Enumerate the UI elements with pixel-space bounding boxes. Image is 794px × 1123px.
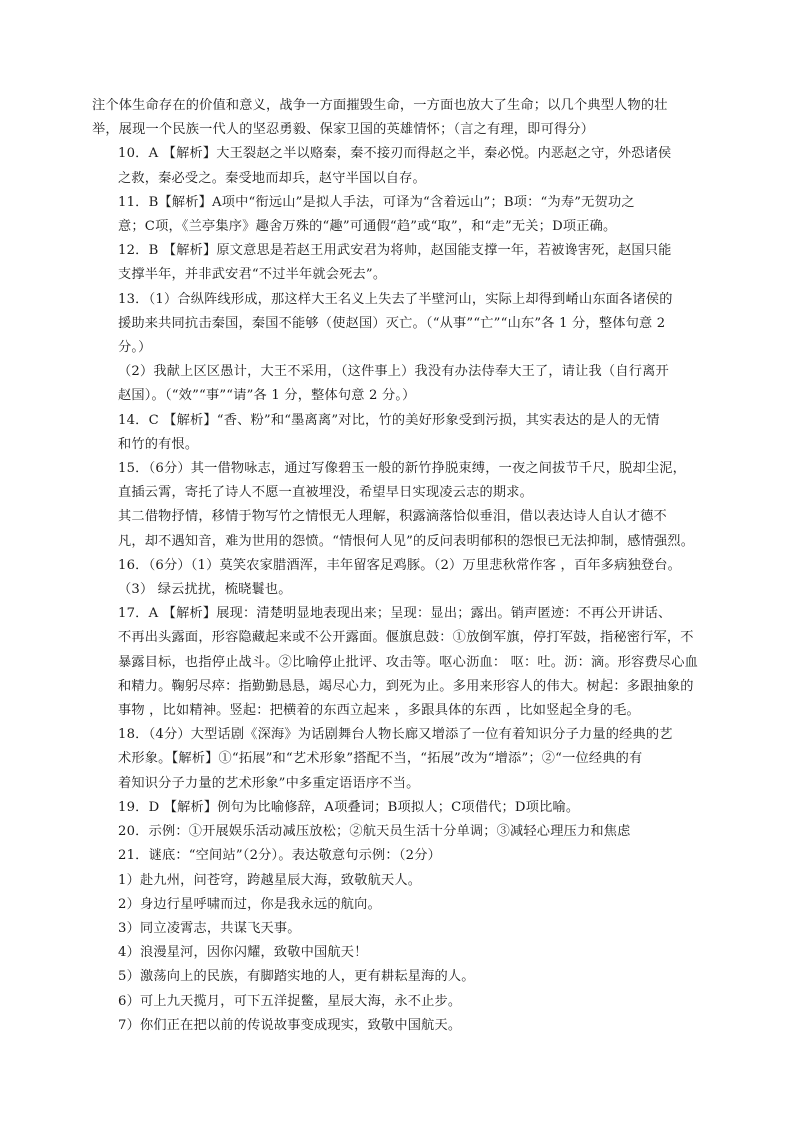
text-line: 18．（4分）大型话剧《深海》为话剧舞台人物长廊又增添了一位有着知识分子力量的经典的艺 <box>118 727 673 743</box>
text-line: 11．B【解析】A项中“衔远山”是拟人手法，可译为“含着远山”；B项：“为寿”无贺功之 <box>118 194 635 210</box>
answer-q14 <box>92 409 704 457</box>
text-line: 援助来共同抗击秦国，秦国不能够（使赵国）灭亡。（“从事”“亡”“山东”各 1 分，整体句意 2 <box>118 315 666 331</box>
essay-answer-continuation <box>92 94 704 142</box>
list-item: 4）浪漫星河，因你闪耀，致敬中国航天！ <box>118 945 368 961</box>
text-line: 和精力。鞠躬尽瘁：指勤勤恳恳，竭尽心力，到死为止。多用来形容人的伟大。树起：多跟抽象的 <box>118 678 694 694</box>
text-line: 分。） <box>118 340 152 356</box>
text-line: 意；C项，《兰亭集序》趣舍万殊的“趣”可通假“趋”或“取”，和“走”无关；D项正确。 <box>118 219 617 235</box>
text-line: 举，展现一个民族一代人的坚忍勇毅、保家卫国的英雄情怀；（言之有理，即可得分） <box>92 122 595 138</box>
answer-q11 <box>92 191 704 239</box>
answer-q20 <box>92 820 704 844</box>
q21-example-list <box>92 869 704 1038</box>
list-item: 6）可上九天揽月，可下五洋捉鳖，星辰大海，永不止步。 <box>118 993 462 1009</box>
text-line: 之救，秦必受之。秦受地而却兵，赵守半国以自存。 <box>118 170 426 186</box>
list-item: 7）你们正在把以前的传说故事变成现实，致敬中国航天。 <box>118 1017 462 1033</box>
text-line: 事物 ，比如精神。竖起：把横着的东西立起来 ，多跟具体的东西 ，比如竖起全身的毛。 <box>118 703 640 719</box>
answer-q13-part1 <box>92 288 704 361</box>
text-line: 其二借物抒情，移情于物写竹之情恨无人理解，积露滴落恰似垂泪，借以表达诗人自认才德不 <box>118 509 667 525</box>
answer-q17 <box>92 602 704 723</box>
text-line: 直插云霄，寄托了诗人不愿一直被埋没，希望早日实现凌云志的期求。 <box>118 485 534 501</box>
text-line: 16．（6分）（1）莫笑农家腊酒浑，丰年留客足鸡豚。（2）万里悲秋常作客 ，百年多病独登台。 <box>118 557 682 573</box>
answer-q19 <box>92 796 704 820</box>
list-item: 3）同立凌霄志，共谋飞天事。 <box>118 920 301 936</box>
text-line: 21．谜底：“空间站”（2分）。表达敬意句示例：（2分） <box>118 848 441 864</box>
text-line: 14．C 【解析】“香、粉”和“墨离离”对比，竹的美好形象受到污损，其实表达的是人的无情 <box>118 412 660 428</box>
text-line: 17．A 【解析】展现：清楚明显地表现出来；呈现：显出；露出。销声匿迹：不再公开讲话、 <box>118 606 672 622</box>
text-line: 不再出头露面，形容隐藏起来或不公开露面。偃旗息鼓：①放倒军旗，停打军鼓，指秘密行军，不 <box>118 630 694 646</box>
answer-q16 <box>92 554 704 602</box>
text-line: 和竹的有恨。 <box>118 436 199 452</box>
text-line: （3） 绿云扰扰，梳晓鬟也。 <box>118 582 292 598</box>
text-line: 赵国）。（“效”“事”“请”各 1 分，整体句意 2 分。） <box>118 388 416 404</box>
text-line: 13．（1）合纵阵线形成，那这样大王名义上失去了半壁河山，实际上却得到崤山东面各诸侯的 <box>118 291 673 307</box>
text-line: 15．（6分）其一借物咏志，通过写像碧玉一般的新竹挣脱束缚，一夜之间拔节千尺，脱却尘泥， <box>118 461 687 477</box>
text-line: 19．D 【解析】例句为比喻修辞，A项叠词；B项拟人；C项借代；D项比喻。 <box>118 799 580 815</box>
list-item: 1）赴九州，问苍穹，跨越星辰大海，致敬航天人。 <box>118 872 422 888</box>
answer-q15-part2 <box>92 505 704 553</box>
answer-q10 <box>92 142 704 190</box>
answer-q18 <box>92 723 704 796</box>
text-line: 暴露目标，也指停止战斗。②比喻停止批评、攻击等。呕心沥血： 呕：吐。沥：滴。形容费尽心血 <box>118 654 699 670</box>
text-line: 注个体生命存在的价值和意义，战争一方面摧毁生命，一方面也放大了生命；以几个典型人物的壮 <box>92 98 668 113</box>
answer-q15-part1 <box>92 457 704 505</box>
text-line: （2）我献上区区愚计，大王不采用，（这件事上）我没有办法侍奉大王了，请让我（自行离开 <box>118 364 669 380</box>
answer-q12 <box>92 239 704 287</box>
text-line: 20．示例：①开展娱乐活动减压放松；②航天员生活十分单调；③减轻心理压力和焦虑 <box>118 824 631 840</box>
list-item: 2）身边行星呼啸而过，你是我永远的航向。 <box>118 896 381 912</box>
answer-key-page <box>92 94 704 1038</box>
text-line: 12．B 【解析】原文意思是若赵王用武安君为将帅，赵国能支撑一年，若被谗害死，赵国只能 <box>118 243 672 259</box>
answer-q13-part2 <box>92 360 704 408</box>
text-line: 支撑半年，并非武安君“不过半年就会死去”。 <box>118 267 387 283</box>
answer-q21 <box>92 844 704 868</box>
text-line: 着知识分子力量的艺术形象”中多重定语语序不当。 <box>118 775 420 791</box>
text-line: 10．A 【解析】大王裂赵之半以赂秦，秦不接刃而得赵之半，秦必悦。内恶赵之守，外恐诸侯 <box>118 146 672 162</box>
text-line: 凡，却不遇知音，难为世用的怨愤。“情恨何人见”的反问表明郁积的怨恨已无法抑制，感情强烈。 <box>118 533 695 549</box>
text-line: 术形象。【解析】①“拓展”和“艺术形象”搭配不当，“拓展”改为“增添”；②“一位经典的有 <box>118 751 643 767</box>
list-item: 5）激荡向上的民族，有脚踏实地的人，更有耕耘星海的人。 <box>118 969 475 985</box>
